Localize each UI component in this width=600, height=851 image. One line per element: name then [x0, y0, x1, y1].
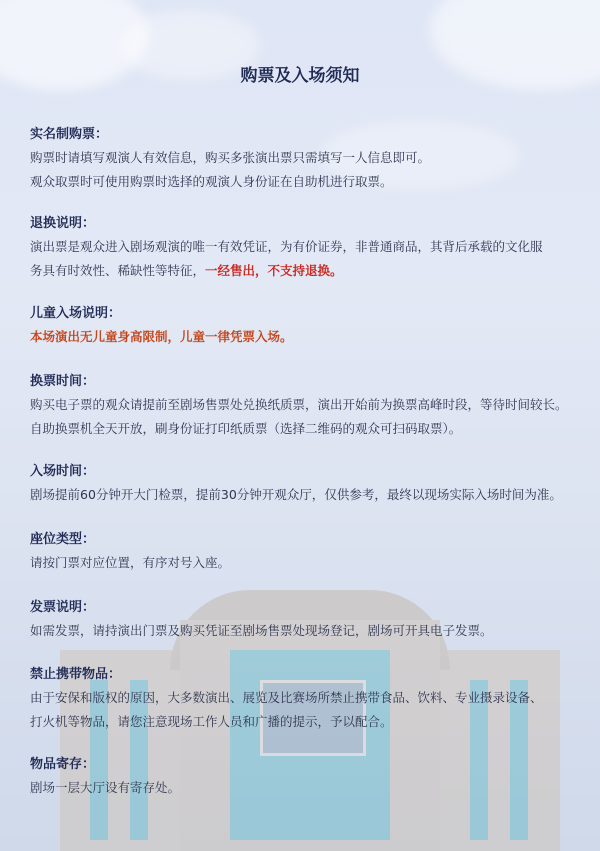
section-heading: 物品寄存：	[30, 757, 96, 772]
section-text	[30, 259, 575, 283]
section-heading: 实名制购票：	[30, 127, 109, 142]
section-text: 自助换票机全天开放，刷身份证打印纸质票（选择二维码的观众可扫码取票）。	[30, 421, 462, 436]
section-text: 演出票是观众进入剧场观演的唯一有效凭证，为有价证券，非普通商品，其背后承载的文化服	[30, 239, 543, 254]
section-text: 购买电子票的观众请提前至剧场售票处兑换纸质票，演出开始前为换票高峰时段，等待时间较长。	[30, 397, 568, 412]
section-text: 剧场提前60分钟开大门检票，提前30分钟开观众厅，仅供参考，最终以现场实际入场时间为准。	[30, 487, 562, 502]
section-ticket-exchange	[30, 371, 575, 441]
section-heading: 入场时间：	[30, 464, 96, 479]
section-heading: 换票时间：	[30, 374, 96, 389]
section-text: 由于安保和版权的原因，大多数演出、展览及比赛场所禁止携带食品、饮料、专业摄录设备、	[30, 690, 543, 705]
section-heading: 禁止携带物品：	[30, 667, 122, 682]
page-title: 购票及入场须知	[240, 66, 360, 86]
section-heading: 座位类型：	[30, 532, 96, 547]
section-text: 打火机等物品，请您注意现场工作人员和广播的提示，予以配合。	[30, 714, 393, 729]
section-storage	[30, 754, 575, 800]
section-invoice	[30, 597, 575, 643]
section-heading: 退换说明：	[30, 216, 96, 231]
section-children-entry	[30, 303, 575, 349]
section-text: 观众取票时可使用购票时选择的观演人身份证在自助机进行取票。	[30, 174, 393, 189]
building-main	[180, 620, 440, 851]
section-text: 如需发票，请持演出门票及购买凭证至剧场售票处现场登记，剧场可开具电子发票。	[30, 623, 493, 638]
section-heading: 儿童入场说明：	[30, 306, 122, 321]
section-text-plain: 务具有时效性、稀缺性等特征，	[30, 263, 206, 278]
section-text: 购票时请填写观演人有效信息，购买多张演出票只需填写一人信息即可。	[30, 150, 431, 165]
section-entry-time	[30, 461, 575, 507]
section-refund-policy	[30, 213, 575, 283]
section-real-name-ticketing	[30, 124, 575, 194]
section-text: 请按门票对应位置，有序对号入座。	[30, 555, 231, 570]
section-heading: 发票说明：	[30, 600, 96, 615]
no-refund-warning: 一经售出，不支持退换。	[205, 263, 343, 278]
section-text: 剧场一层大厅设有寄存处。	[30, 780, 181, 795]
section-seat-type	[30, 529, 575, 575]
children-policy-highlight: 本场演出无儿童身高限制，儿童一律凭票入场。	[30, 329, 293, 344]
section-prohibited-items	[30, 664, 575, 734]
